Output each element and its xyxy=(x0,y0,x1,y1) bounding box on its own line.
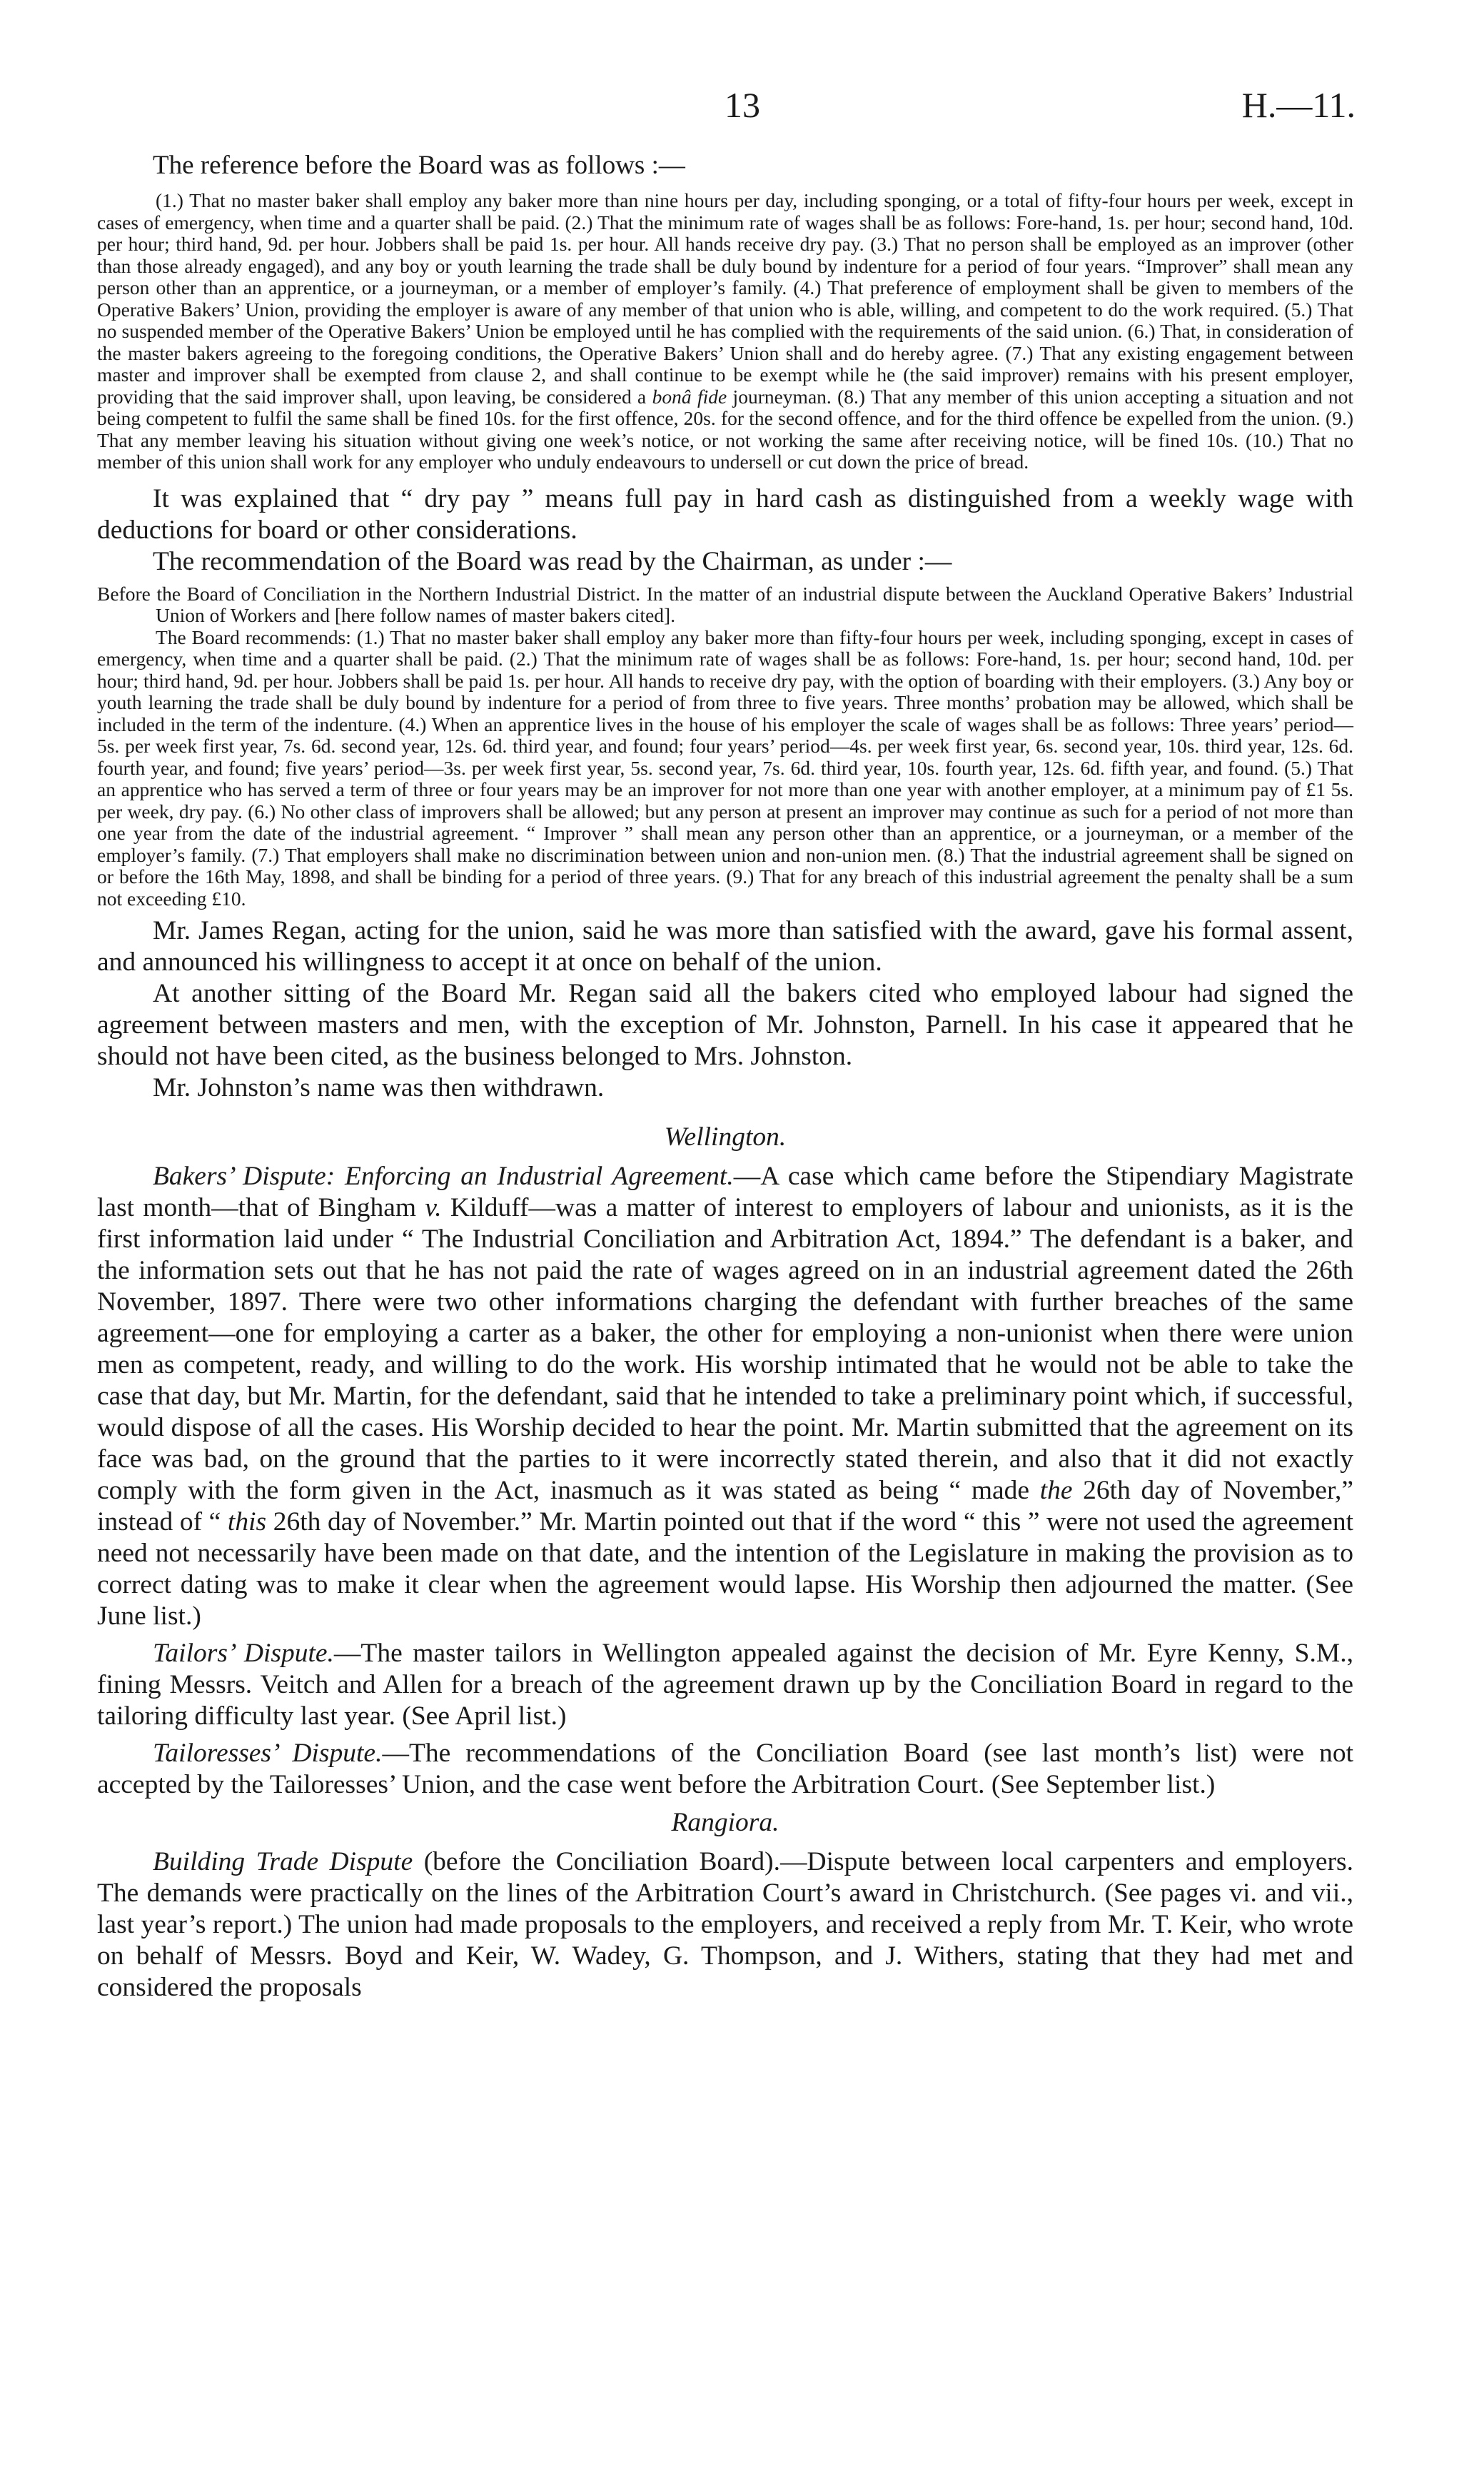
bakers-dispute-this: this xyxy=(227,1507,267,1537)
building-trade-paragraph xyxy=(97,1846,1353,2003)
bakers-dispute-the: the xyxy=(1039,1476,1073,1505)
bakers-dispute-title: Bakers’ Dispute: Enforcing an Industrial Agreement. xyxy=(153,1162,734,1191)
tailoresses-dispute-paragraph xyxy=(97,1738,1353,1801)
tailors-dispute-paragraph xyxy=(97,1638,1353,1732)
reference-clauses-text-b: journeyman. (8.) That any member of this union accepting a situation and not being competent to fulfil the same shall be fined 10s. for the first offence, 20s. for the second offence, and for the third offence be expelled from the union. (9.) That any member leaving his situation without giving one week’s notice, or not working the same after receiving notice, will be fined 10s. (10.) That no member of this union shall work for any employer who unduly endeavours to undersell or cut down the price of bread. xyxy=(97,385,1353,473)
section-heading-wellington: Wellington. xyxy=(664,1122,787,1152)
board-caption: Before the Board of Conciliation in the Northern Industrial District. In the matter of an industrial dispute between the Auckland Operative Bakers’ Industrial Union of Workers and [here follow names of master bakers cited]. xyxy=(97,582,1353,626)
tailoresses-dispute-title: Tailoresses’ Dispute. xyxy=(153,1739,383,1768)
bakers-dispute-text-c: 26th day of November,” instead of “ xyxy=(97,1476,1353,1537)
regan-sitting-paragraph: At another sitting of the Board Mr. Regan said all the bakers cited who employed labour had signed the agreement between masters and men, with the exception of Mr. Johnston, Parnell. In his case it appeared that he should not have been cited, as the business belonged to Mrs. Johnston. xyxy=(97,979,1353,1071)
tailors-dispute-text: —The master tailors in Wellington appealed against the decision of Mr. Eyre Kenny, S.M., fining Messrs. Veitch and Allen for a breach of the agreement drawn up by the Conciliation Board in regard to the tailoring difficulty last year. (See April list.) xyxy=(97,1639,1353,1731)
tailoresses-dispute-text: —The recommendations of the Conciliation Board (see last month’s list) were not accepted by the Tailoresses’ Union, and the case went before the Arbitration Court. (See September list.) xyxy=(97,1739,1353,1799)
reference-clauses-bona-fide: bonâ fide xyxy=(652,385,727,408)
document-reference-code: H.—11. xyxy=(1241,85,1356,125)
building-trade-title: Building Trade Dispute xyxy=(153,1847,413,1876)
bakers-dispute-text-d: 26th day of November.” Mr. Martin pointed out that if the word “ this ” were not used the agreement need not necessarily have been made on that date, and the intention of the Legislature in making the provision as to correct dating was to make it clear when the agreement would lapse. His Worship then adjourned the matter. (See June list.) xyxy=(97,1507,1353,1631)
reference-clauses xyxy=(97,190,1353,473)
johnston-withdrawn-paragraph: Mr. Johnston’s name was then withdrawn. xyxy=(153,1073,605,1102)
dry-pay-paragraph: It was explained that “ dry pay ” means full pay in hard cash as distinguished from a weekly wage with deductions for board or other considerations. xyxy=(97,483,1353,545)
building-trade-text: (before the Conciliation Board).—Dispute between local carpenters and employers. The demands were practically on the lines of the Arbitration Court’s award in Christchurch. (See pages vi. and vii., last year’s report.) The union had made proposals to the employers, and received a reply from Mr. T. Keir, who wrote on behalf of Messrs. Boyd and Keir, W. Wadey, G. Thompson, and J. Withers, stating that they had met and considered the proposals xyxy=(97,1847,1354,2002)
tailors-dispute-title: Tailors’ Dispute. xyxy=(153,1639,334,1668)
recommendation-intro: The recommendation of the Board was read by the Chairman, as under :— xyxy=(153,546,952,576)
regan-assent-paragraph: Mr. James Regan, acting for the union, said he was more than satisfied with the award, gave his formal assent, and announced his willingness to accept it at once on behalf of the union. xyxy=(97,916,1353,977)
bakers-dispute-v: v. xyxy=(425,1193,442,1222)
section-heading-rangiora: Rangiora. xyxy=(671,1808,779,1837)
page-number: 13 xyxy=(725,85,760,125)
bakers-dispute-paragraph xyxy=(97,1161,1353,1632)
bakers-dispute-text-a: —A case which came before the Stipendiary Magistrate last month—that of Bingham xyxy=(97,1162,1353,1222)
page-body xyxy=(97,149,1353,2003)
reference-clauses-text-a: (1.) That no master baker shall employ any baker more than nine hours per day, including sponging, or a total of fifty-four hours per week, except in cases of emergency, when time and a quarter shall be paid. (2.) That the minimum rate of wages shall be as follows: Fore-hand, 1s. per hour; second hand, 10d. per hour; third hand, 9d. per hour. Jobbers shall be paid 1s. per hour. All hands receive dry pay. (3.) That no person shall be employed as an improver (other than those already engaged), and any boy or youth learning the trade shall be duly bound by indenture for a period of four years. “Improver” shall mean any person other than an apprentice, or a journeyman, or a member of employer’s family. (4.) That preference of employment shall be given to members of the Operative Bakers’ Union, providing the employer is aware of any member of that union who is able, willing, and competent to do the work required. (5.) That no suspended member of the Operative Bakers’ Union be employed until he has complied with the requirements of the said union. (6.) That, in consideration of the master bakers agreeing to the foregoing conditions, the Operative Bakers’ Union shall and do hereby agree. (7.) That any existing engagement between master and improver shall be exempted from clause 2, and shall continue to be exempt while he (the said improver) remains with his present employer, providing that the said improver shall, upon leaving, be considered a xyxy=(97,189,1353,408)
bakers-dispute-text-b: Kilduff—was a matter of interest to employers of labour and unionists, as it is the first information laid under “ The Industrial Conciliation and Arbitration Act, 1894.” The defendant is a baker, and the information sets out that he has not paid the rate of wages agreed on in an industrial agreement dated the 26th November, 1897. There were two other informations charging the defendant with further breaches of the same agreement—one for employing a carter as a baker, the other for employing a non-unionist when there were union men as competent, ready, and willing to do the work. His worship intimated that he would not be able to take the case that day, but Mr. Martin, for the defendant, said that he intended to take a preliminary point which, if successful, would dispose of all the cases. His Worship decided to hear the point. Mr. Martin submitted that the agreement on its face was bad, on the ground that the parties to it were incorrectly stated therein, and also that it did not exactly comply with the form given in the Act, inasmuch as it was stated as being “ made xyxy=(97,1193,1353,1505)
board-recommendations: The Board recommends: (1.) That no master baker shall employ any baker more than fifty-four hours per week, including sponging, except in cases of emergency, when time and a quarter shall be paid. (2.) That the minimum rate of wages shall be as follows: Fore-hand, 1s. per hour; second hand, 10d. per hour; third hand, 9d. per hour. Jobbers shall be paid 1s. per hour. All hands to receive dry pay, with the option of boarding with their employers. (3.) Any boy or youth learning the trade shall be duly bound by indenture for a period of from three to five years. Three months’ probation may be allowed, which shall be included in the term of the indenture. (4.) When an apprentice lives in the house of his employer the scale of wages shall be as follows: Three years’ period—5s. per week first year, 7s. 6d. second year, 12s. 6d. third year, and found; four years’ period—4s. per week first year, 6s. second year, 10s. third year, 12s. 6d. fourth year, and found; five years’ period—3s. per week first year, 5s. second year, 7s. 6d. third year, 10s. fourth year, 12s. 6d. fifth year, and found. (5.) That an apprentice who has served a term of three or four years may be an improver for not more than one year with another employer, at a minimum pay of £1 5s. per week, dry pay. (6.) No other class of improvers shall be allowed; but any person at present an improver may continue as such for a period of not more than one year from the date of the industrial agreement. “ Improver ” shall mean any person other than an apprentice, or a journeyman, or a member of the employer’s family. (7.) That employers shall make no discrimination between union and non-union men. (8.) That the industrial agreement shall be signed on or before the 16th May, 1898, and shall be binding for a period of three years. (9.) That for any breach of this industrial agreement the penalty shall be a sum not exceeding £10. xyxy=(97,625,1353,910)
reference-lead: The reference before the Board was as follows :— xyxy=(153,151,685,180)
